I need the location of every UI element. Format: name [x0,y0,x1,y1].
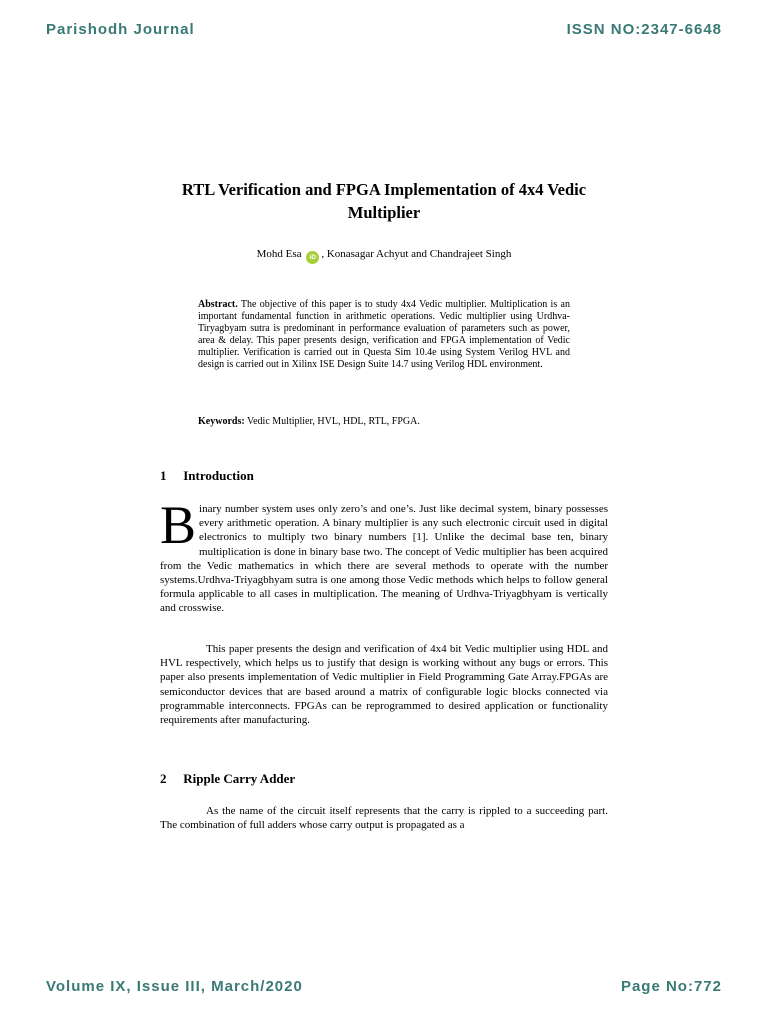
intro-paragraph-1-text: inary number system uses only zero’s and one’s. Just like decimal system, binary possesses every arithmetic operation. A binary multiplier is any such electronic circuit used in digital electronics to multiply two binary numbers [1]. Unlike the decimal base ten, binary multiplication is done in binary base two. The concept of Vedic multiplier has been acquired from the Vedic mathematics in which there are several methods to operate with the number systems.Urdhva-Triyagbhyam sutra is one among those Vedic methods which helps to follow general formula applicable to all cases in multiplication. The meaning of Urdhva-Triyagbhyam is vertically and crosswise. [160,503,608,615]
journal-name: Parishodh Journal [46,21,195,38]
drop-cap: B [160,495,197,555]
section-heading-introduction [160,468,254,484]
paper-title: RTL Verification and FPGA Implementation of 4x4 Vedic Multiplier [181,180,587,222]
section-title: Introduction [183,468,254,483]
volume-issue: Volume IX, Issue III, March/2020 [46,978,303,995]
keywords-label: Keywords: [198,416,245,427]
section-number: 2 [160,771,167,786]
section-number: 1 [160,468,167,483]
keywords-text: Vedic Multiplier, HVL, HDL, RTL, FPGA. [247,416,420,427]
abstract-text: The objective of this paper is to study 4x4 Vedic multiplier. Multiplication is an important fundamental function in arithmetic operations. Vedic multiplier using Urdhva-Tiryagbyam sutra is predominant in performance evaluation of parameters such as power, area & delay. This paper presents design, verification and FPGA implementation of Vedic multiplier. Verification is carried out in Questa Sim 10.4e using System Verilog HVL and design is carried out in Xilinx ISE Design Suite 14.7 using Verilog HDL environment. [198,299,570,371]
section-title: Ripple Carry Adder [183,771,296,786]
issn-number: ISSN NO:2347-6648 [566,21,722,38]
author-name: Mohd Esa [256,248,302,260]
page-number: Page No:772 [620,978,722,995]
orcid-icon[interactable]: iD [306,251,319,264]
abstract-label: Abstract. [198,299,238,310]
intro-paragraph-2: This paper presents the design and verification of 4x4 bit Vedic multiplier using HDL and HVL respectively, which helps us to justify that design is working without any bugs or errors. This paper also presents implementation of Vedic multiplier in Field Programming Gate Array.FPGAs are semiconductor devices that are based around a matrix of configurable logic blocks connected via programmable interconnects. FPGAs can be reprogrammed to desired application or functionality requirements after manufacturing. [160,643,608,727]
author-line [160,248,608,264]
co-authors: , Konasagar Achyut and Chandrajeet Singh [321,248,512,260]
abstract [198,299,570,372]
rca-paragraph-1: As the name of the circuit itself represents that the carry is rippled to a succeeding part. The combination of full adders whose carry output is propagated as a [160,805,608,832]
keywords [198,416,570,428]
section-heading-ripple-carry-adder [160,771,295,787]
intro-paragraph-1 [160,495,608,616]
